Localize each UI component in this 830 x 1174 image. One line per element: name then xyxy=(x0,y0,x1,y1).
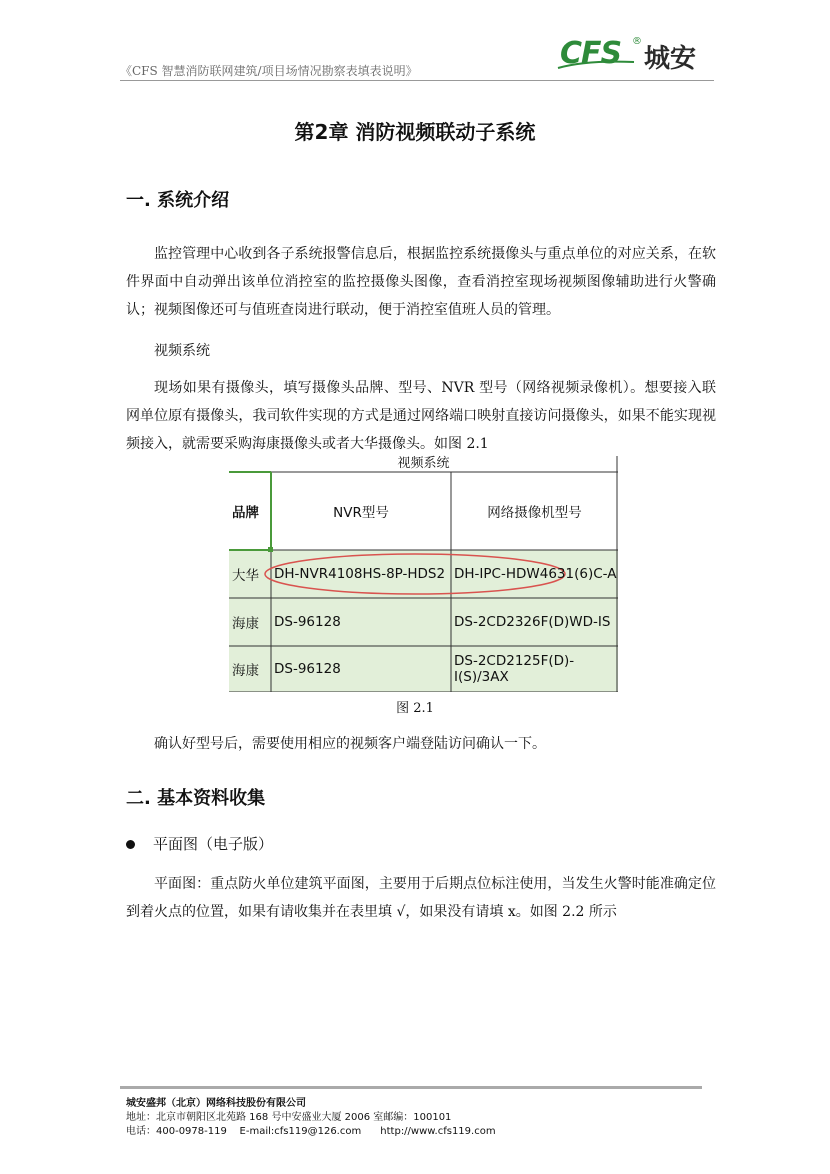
row3-camera: DS-2CD2125F(D)-I(S)/3AX xyxy=(454,653,575,685)
row3-brand: 海康 xyxy=(232,663,259,679)
video-paragraph: 现场如果有摄像头，填写摄像头品牌、型号、NVR 型号（网络视频录像机）。想要接入联网单位原有摄像头，我司软件实现的方式是通过网络端口映射直接访问摄像头，如果不能实现视频接入，就需要采购海康摄像头或者大华摄像头。如图 2.1 xyxy=(126,380,716,452)
header-title: 《CFS 智慧消防联网建筑/项目场情况勘察表填表说明》 xyxy=(120,64,418,78)
video-system-table xyxy=(229,456,618,692)
header-camera-model: 网络摄像机型号 xyxy=(487,505,582,521)
floor-plan-paragraph: 平面图：重点防火单位建筑平面图，主要用于后期点位标注使用，当发生火警时能准确定位到着火点的位置，如果有请收集并在表里填 √，如果没有请填 x。如图 2.2 所示 xyxy=(126,876,716,920)
footer-address: 地址：北京市朝阳区北苑路 168 号中安盛业大厦 2006 室邮编：100101 xyxy=(126,1112,452,1123)
bullet-label: 平面图（电子版） xyxy=(153,835,274,853)
row2-nvr: DS-96128 xyxy=(274,614,341,630)
footer-company: 城安盛邦（北京）网络科技股份有限公司 xyxy=(126,1098,306,1109)
footer-divider xyxy=(120,1086,702,1089)
header-nvr-model: NVR型号 xyxy=(333,505,389,521)
cfs-logo xyxy=(556,36,716,76)
video-system-label: 视频系统 xyxy=(154,343,210,359)
row2-brand: 海康 xyxy=(232,616,259,632)
chapter-title: 第2章 消防视频联动子系统 xyxy=(294,120,536,144)
confirm-paragraph: 确认好型号后，需要使用相应的视频客户端登陆访问确认一下。 xyxy=(154,736,546,752)
figure-caption: 图 2.1 xyxy=(396,701,434,716)
bullet-dot-icon xyxy=(126,840,135,849)
logo-latin: CFS xyxy=(560,36,622,71)
logo-chinese: 城安 xyxy=(644,44,697,74)
logo-registered-mark: ® xyxy=(632,36,642,47)
section-intro-heading: 一. 系统介绍 xyxy=(126,190,230,211)
table-title: 视频系统 xyxy=(397,456,450,471)
footer-contact: 电话：400-0978-119 E-mail:cfs119@126.com http://www.cfs119.com xyxy=(126,1126,496,1137)
row1-brand: 大华 xyxy=(232,568,259,584)
header-divider xyxy=(120,80,714,81)
bullet-floor-plan xyxy=(126,833,273,854)
header-brand: 品牌 xyxy=(232,505,259,521)
row1-nvr: DH-NVR4108HS-8P-HDS2 xyxy=(274,566,446,582)
row1-camera: DH-IPC-HDW4631(6)C-A xyxy=(454,566,617,582)
row2-camera: DS-2CD2326F(D)WD-IS xyxy=(454,614,611,630)
section-collect-heading: 二. 基本资料收集 xyxy=(126,788,266,809)
intro-paragraph: 监控管理中心收到各子系统报警信息后，根据监控系统摄像头与重点单位的对应关系，在软件界面中自动弹出该单位消控室的监控摄像头图像，查看消控室现场视频图像辅助进行火警确认；视频图像还可与值班查岗进行联动，便于消控室值班人员的管理。 xyxy=(126,246,716,318)
row3-nvr: DS-96128 xyxy=(274,661,341,677)
